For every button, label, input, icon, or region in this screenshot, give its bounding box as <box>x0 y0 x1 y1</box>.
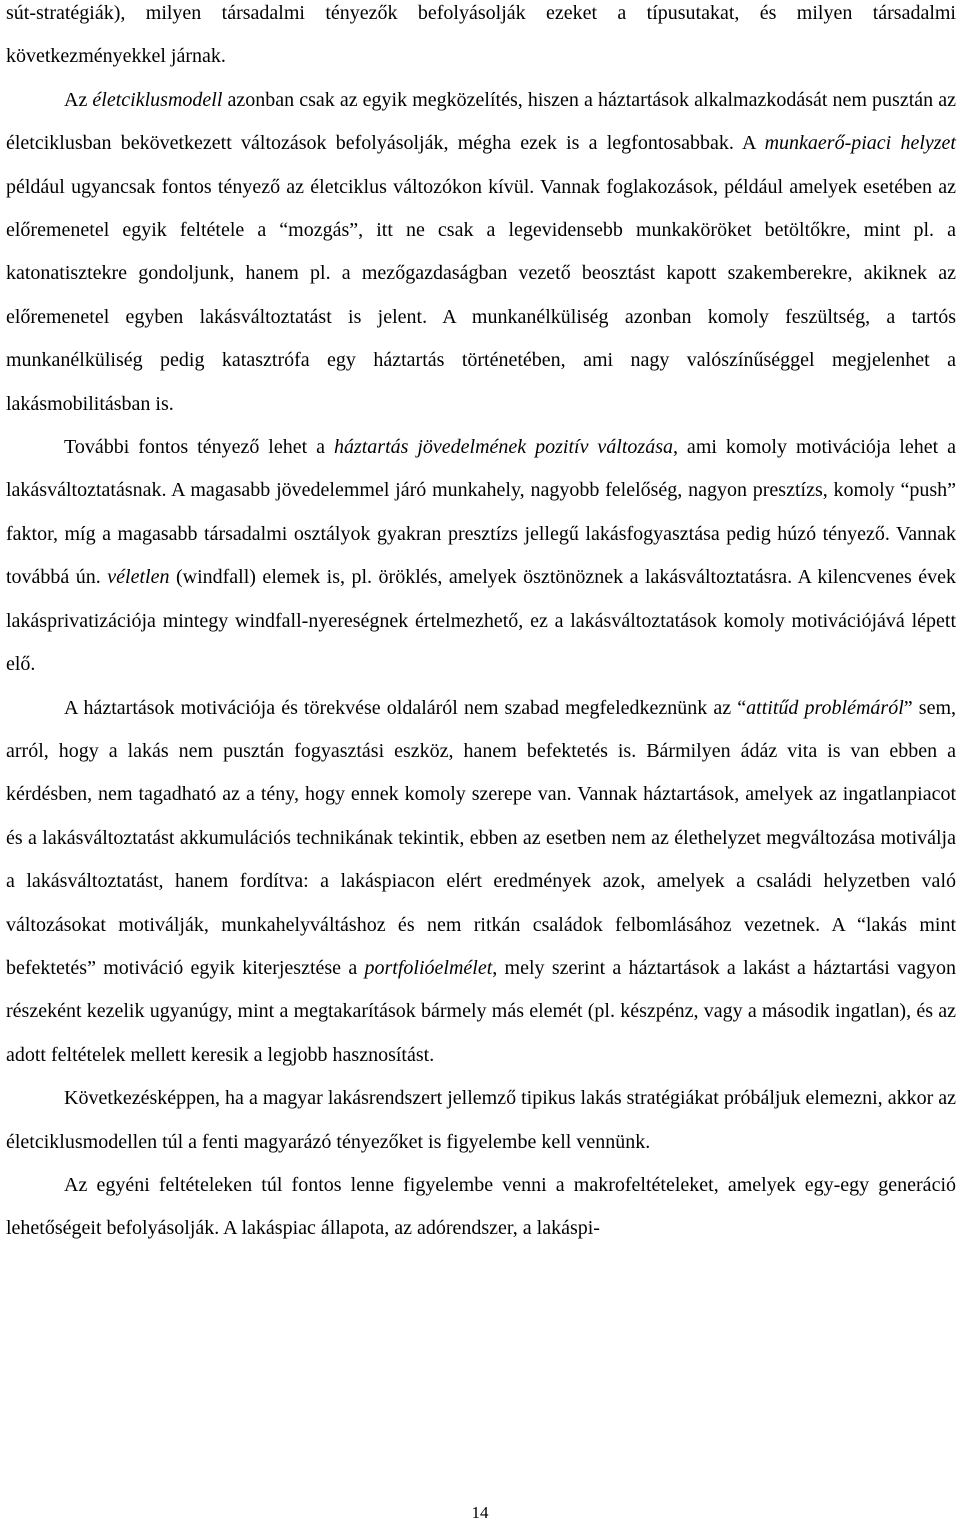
paragraph-3-text-3: (windfall) elemek is, pl. öröklés, amelyek ösztönöznek a lakásváltoztatásra. A kilencvenes évek lakásprivatizációja mintegy windfall-nyereségnek értelmezhető, ez a lakásváltoztatások komoly motivációjává lépett elő. <box>6 566 957 676</box>
paragraph-3-text-1: További fontos tényező lehet a <box>64 436 334 459</box>
paragraph-1-text-1: sút-stratégiák), milyen társadalmi tényezők befolyásolják ezeket a típusutakat, és milyen társadalmi következményekkel járnak. <box>6 2 956 68</box>
paragraph-3-italic-term-1: háztartás jövedelmének pozitív változása <box>333 436 673 459</box>
paragraph-5-text-1: Következésképpen, ha a magyar lakásrendszert jellemző tipikus lakás stratégiákat próbáljuk elemezni, akkor az életciklusmodellen túl a fenti magyarázó tényezőket is figyelembe kell vennünk. <box>6 1087 956 1153</box>
paragraph-6 <box>6 1164 956 1251</box>
page-number: 14 <box>471 1503 489 1522</box>
paragraph-3 <box>6 426 956 686</box>
paragraph-2-italic-term-2: munkaerő-piaci helyzet <box>764 132 956 155</box>
paragraph-5 <box>6 1077 956 1164</box>
paragraph-3-text-2: , ami komoly motivációja lehet a lakásváltoztatásnak. A magasabb jövedelemmel járó munkahely, nagyobb felelőség, nagyon presztízs, komoly “push” faktor, míg a magasabb társadalmi osztályok gyakran presztízs jellegű lakásfogyasztása pedig húzó tényező. Vannak továbbá ún. <box>6 436 957 589</box>
paragraph-4-italic-term-2: portfolióelmélet <box>364 956 493 979</box>
paragraph-2-text-3: például ugyancsak fontos tényező az életciklus változókon kívül. Vannak foglakozások, például amelyek esetében az előremenetel egyik feltétele a “mozgás”, itt ne csak a legevidensebb munkaköröket betöltőkre, mint pl. a katonatisztekre gondoljunk, hanem pl. a mezőgazdaságban vezető beosztást kapott szakemberekre, akiknek az előremenetel egyben lakásváltoztatást is jelent. A munkanélküliség azonban komoly feszültség, a tartós munkanélküliség pedig katasztrófa egy háztartás történetében, ami nagy valószínűséggel megjelenhet a lakásmobilitásban is. <box>6 175 956 415</box>
paragraph-4-text-2: ” sem, arról, hogy a lakás nem pusztán fogyasztási eszköz, hanem befektetés is. Bármilyen ádáz vita is van ebben a kérdésben, nem tagadható az a tény, hogy ennek komoly szerepe van. Vannak háztartások, amelyek az ingatlanpiacot és a lakásváltoztatást akkumulációs technikának tekintik, ebben az esetben nem az élethelyzet megváltozása motiválja a lakásváltoztatást, hanem fordítva: a lakáspiacon elért eredmények azok, amelyek a családi helyzetben való változásokat motiválják, munkahelyváltáshoz és nem ritkán családok felbomlásához vezetnek. A “lakás mint befektetés” motiváció egyik kiterjesztése a <box>6 696 957 979</box>
paragraph-4-text-1: A háztartások motivációja és törekvése oldaláról nem szabad megfeledkeznünk az “ <box>64 696 747 719</box>
paragraph-3-italic-term-2: véletlen <box>107 566 170 589</box>
paragraph-2-text-1: Az <box>64 88 93 111</box>
paragraph-4 <box>6 687 956 1078</box>
paragraph-6-text-1: Az egyéni feltételeken túl fontos lenne figyelembe venni a makrofeltételeket, amelyek egy-egy generáció lehetőségeit befolyásolják. A lakáspiac állapota, az adórendszer, a lakáspi- <box>6 1173 956 1240</box>
paragraph-2-italic-term-1: életciklusmodell <box>92 88 223 111</box>
paragraph-4-text-3: , mely szerint a háztartások a lakást a háztartási vagyon részeként kezelik ugyanúgy, mint a megtakarítások bármely más elemét (pl. készpénz, vagy a második ingatlan), és az adott feltételek mellett keresik a legjobb hasznosítást. <box>6 956 956 1066</box>
paragraph-2-text-2: azonban csak az egyik megközelítés, hiszen a háztartások alkalmazkodását nem pusztán az életciklusban bekövetkezett változások befolyásolják, mégha ezek is a legfontosabbak. A <box>6 88 956 155</box>
paragraph-1 <box>6 0 956 79</box>
document-body <box>6 0 956 1251</box>
paragraph-2 <box>6 79 956 426</box>
paragraph-4-italic-term-1: attitűd problémáról <box>746 696 904 719</box>
